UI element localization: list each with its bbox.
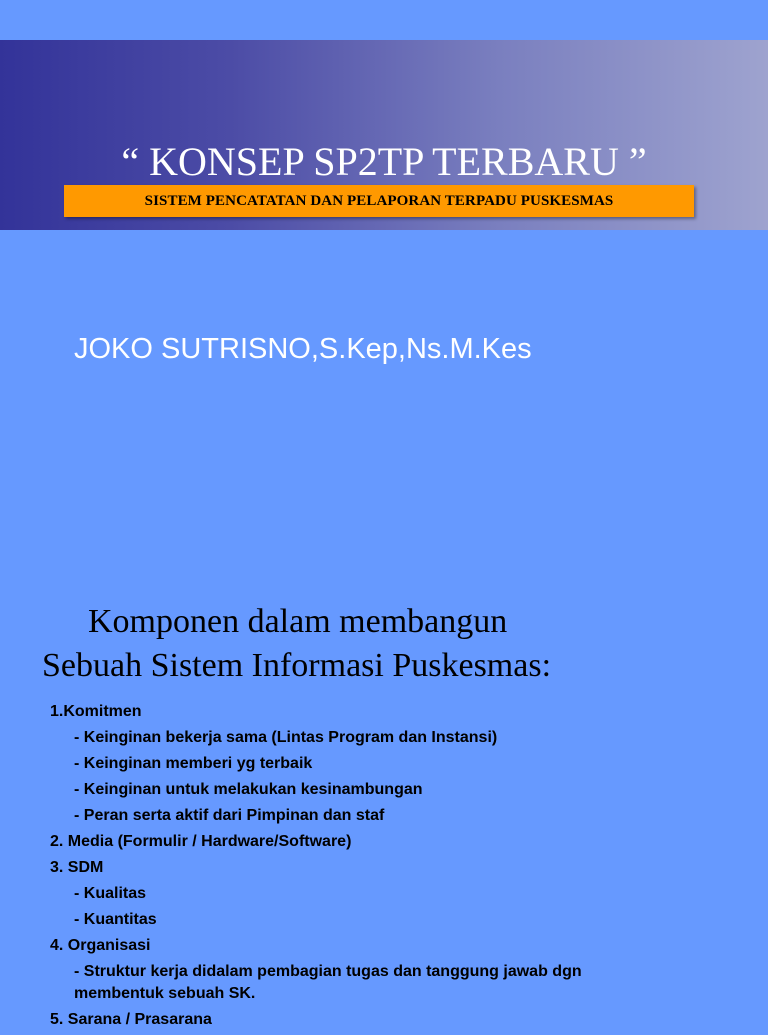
list-item: 5. Sarana / Prasarana	[50, 1011, 212, 1028]
list-item: - Keinginan memberi yg terbaik	[74, 755, 313, 772]
heading-line-1: Komponen dalam membangun	[88, 603, 508, 640]
list-item: 2. Media (Formulir / Hardware/Software)	[50, 833, 352, 850]
list-item: - Kualitas	[74, 885, 147, 902]
slide-subtitle: SISTEM PENCATATAN DAN PELAPORAN TERPADU PUSKESMAS	[144, 192, 614, 209]
heading-line-2: Sebuah Sistem Informasi Puskesmas:	[42, 647, 552, 684]
list-item: - Peran serta aktif dari Pimpinan dan staf	[74, 807, 385, 824]
list-item: 1.Komitmen	[50, 703, 142, 720]
list-item: - Struktur kerja didalam pembagian tugas dan tanggung jawab dgn membentuk sebuah SK.	[74, 963, 582, 1002]
list-item: - Keinginan bekerja sama (Lintas Program dan Instansi)	[74, 729, 498, 746]
slide-heading	[0, 600, 768, 688]
list-item: 3. SDM	[50, 859, 104, 876]
list-item: - Keinginan untuk melakukan kesinambungan	[74, 781, 423, 798]
subtitle-box	[64, 185, 694, 217]
author-name: JOKO SUTRISNO,S.Kep,Ns.M.Kes	[74, 333, 532, 365]
content-slide	[0, 580, 768, 1028]
slide-title: “ KONSEP SP2TP TERBARU ”	[121, 139, 647, 184]
component-list	[0, 701, 768, 1035]
list-item: - Kuantitas	[74, 911, 157, 928]
list-item: 4. Organisasi	[50, 937, 151, 954]
